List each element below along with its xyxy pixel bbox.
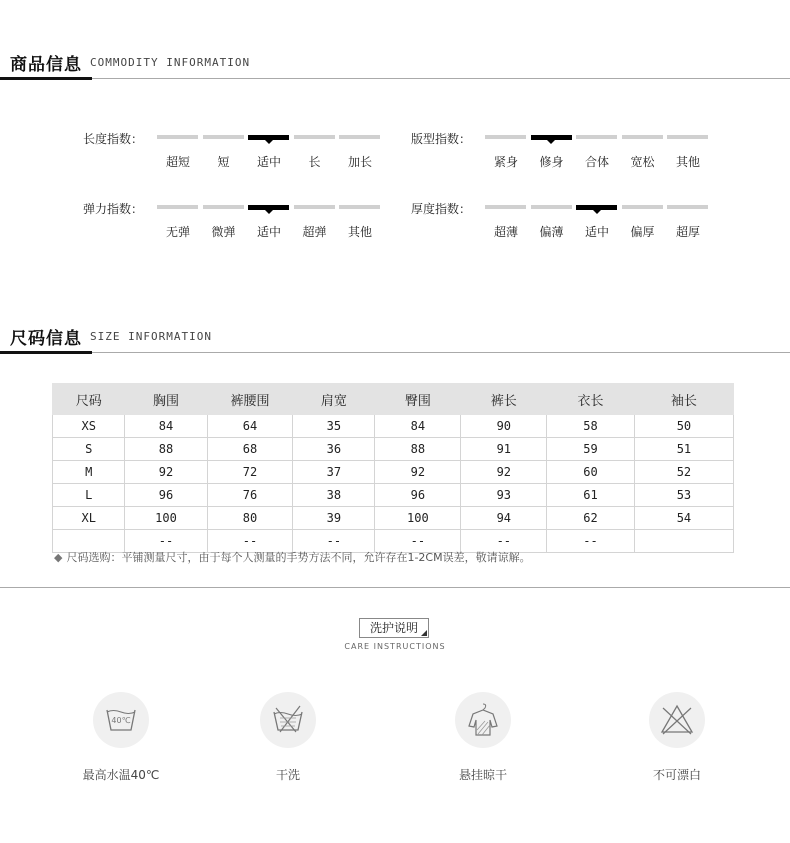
care-title-en: CARE INSTRUCTIONS bbox=[344, 642, 446, 651]
size-table bbox=[52, 383, 734, 553]
index-option: 紧身 bbox=[493, 155, 518, 169]
table-cell: XS bbox=[53, 415, 125, 438]
index-segment bbox=[485, 135, 526, 139]
index-segment bbox=[622, 205, 663, 209]
index-option: 修身 bbox=[539, 155, 564, 169]
table-cell: 36 bbox=[293, 438, 375, 461]
table-cell: 91 bbox=[461, 438, 547, 461]
size-table-header bbox=[53, 384, 734, 415]
index-option: 超弹 bbox=[302, 225, 327, 239]
table-cell: 92 bbox=[125, 461, 207, 484]
index-option: 短 bbox=[217, 155, 230, 169]
care-label: 悬挂晾干 bbox=[458, 768, 507, 782]
index-segment bbox=[294, 135, 335, 139]
table-row bbox=[53, 507, 734, 530]
index-option: 其他 bbox=[347, 225, 372, 239]
column-header: 裤长 bbox=[461, 384, 547, 415]
care-item-wash bbox=[61, 692, 181, 783]
table-cell: -- bbox=[125, 530, 207, 553]
index-segment bbox=[622, 135, 663, 139]
wash-40c-icon bbox=[93, 692, 149, 748]
table-cell: 90 bbox=[461, 415, 547, 438]
size-note-text: 尺码选购：平铺测量尺寸，由于每个人测量的手势方法不同，允许存在1-2CM误差，敬请谅解。 bbox=[66, 551, 531, 564]
column-header: 肩宽 bbox=[293, 384, 375, 415]
index-segment bbox=[157, 205, 198, 209]
column-header: 胸围 bbox=[125, 384, 207, 415]
table-cell: -- bbox=[461, 530, 547, 553]
care-item-bleach bbox=[617, 692, 737, 783]
table-cell: 35 bbox=[293, 415, 375, 438]
commodity-title: 商品信息 bbox=[10, 55, 82, 75]
index-segment-selected bbox=[531, 135, 572, 140]
index-option: 其他 bbox=[675, 155, 700, 169]
index-segment bbox=[667, 135, 708, 139]
column-header: 裤腰围 bbox=[207, 384, 293, 415]
table-row bbox=[53, 484, 734, 507]
index-label: 版型指数： bbox=[411, 132, 472, 146]
table-cell: 64 bbox=[207, 415, 293, 438]
table-cell: 54 bbox=[634, 507, 733, 530]
table-cell: -- bbox=[375, 530, 461, 553]
table-row bbox=[53, 438, 734, 461]
divider bbox=[0, 352, 790, 353]
size-title-en: SIZE INFORMATION bbox=[90, 330, 212, 343]
table-cell: 88 bbox=[375, 438, 461, 461]
table-cell: 76 bbox=[207, 484, 293, 507]
index-option: 适中 bbox=[256, 225, 281, 239]
table-cell: 59 bbox=[547, 438, 635, 461]
table-cell: 100 bbox=[125, 507, 207, 530]
index-option: 无弹 bbox=[165, 225, 190, 239]
index-option: 适中 bbox=[256, 155, 281, 169]
index-option: 超厚 bbox=[675, 225, 700, 239]
table-cell: L bbox=[53, 484, 125, 507]
care-item-hang bbox=[423, 692, 543, 783]
column-header: 尺码 bbox=[53, 384, 125, 415]
care-title bbox=[359, 618, 429, 638]
table-cell: 38 bbox=[293, 484, 375, 507]
table-cell: 100 bbox=[375, 507, 461, 530]
index-option: 偏厚 bbox=[630, 225, 655, 239]
title-underline bbox=[0, 77, 92, 80]
index-segment bbox=[203, 135, 244, 139]
table-cell: 53 bbox=[634, 484, 733, 507]
index-option: 宽松 bbox=[630, 155, 655, 169]
index-segment bbox=[576, 135, 617, 139]
table-cell: 61 bbox=[547, 484, 635, 507]
table-cell: 84 bbox=[375, 415, 461, 438]
index-segment-selected bbox=[248, 135, 289, 140]
table-cell: 60 bbox=[547, 461, 635, 484]
index-option: 偏薄 bbox=[539, 225, 564, 239]
table-cell: 72 bbox=[207, 461, 293, 484]
table-cell: 68 bbox=[207, 438, 293, 461]
index-option: 适中 bbox=[584, 225, 609, 239]
tumble-dry-icon bbox=[260, 692, 316, 748]
index-label: 长度指数： bbox=[83, 132, 144, 146]
size-title: 尺码信息 bbox=[10, 329, 82, 349]
table-cell: -- bbox=[207, 530, 293, 553]
table-cell: 52 bbox=[634, 461, 733, 484]
index-option: 超短 bbox=[165, 155, 190, 169]
size-note bbox=[54, 549, 531, 565]
table-cell: S bbox=[53, 438, 125, 461]
table-cell: 37 bbox=[293, 461, 375, 484]
index-segment bbox=[339, 135, 380, 139]
care-label: 干洗 bbox=[275, 768, 300, 782]
table-cell: 62 bbox=[547, 507, 635, 530]
table-cell: 51 bbox=[634, 438, 733, 461]
index-segment-selected bbox=[576, 205, 617, 210]
table-cell: 92 bbox=[375, 461, 461, 484]
index-option: 长 bbox=[308, 155, 321, 169]
index-segment bbox=[339, 205, 380, 209]
title-underline bbox=[0, 351, 92, 354]
column-header: 臀围 bbox=[375, 384, 461, 415]
table-cell: 84 bbox=[125, 415, 207, 438]
index-option: 加长 bbox=[347, 155, 372, 169]
index-label: 弹力指数： bbox=[83, 202, 144, 216]
table-cell: 93 bbox=[461, 484, 547, 507]
index-segment bbox=[485, 205, 526, 209]
index-option: 合体 bbox=[584, 155, 609, 169]
care-title-text: 洗护说明 bbox=[369, 621, 418, 635]
care-item-dry bbox=[228, 692, 348, 783]
table-cell: 58 bbox=[547, 415, 635, 438]
index-segment bbox=[667, 205, 708, 209]
index-option: 超薄 bbox=[493, 225, 518, 239]
column-header: 袖长 bbox=[634, 384, 733, 415]
table-cell: XL bbox=[53, 507, 125, 530]
index-label: 厚度指数： bbox=[411, 202, 472, 216]
table-cell: 39 bbox=[293, 507, 375, 530]
no-bleach-icon bbox=[649, 692, 705, 748]
section-divider bbox=[0, 587, 790, 588]
table-cell: 94 bbox=[461, 507, 547, 530]
index-segment bbox=[203, 205, 244, 209]
table-cell: 80 bbox=[207, 507, 293, 530]
table-cell: -- bbox=[293, 530, 375, 553]
table-cell: 96 bbox=[375, 484, 461, 507]
care-label: 最高水温40℃ bbox=[82, 768, 160, 782]
table-row bbox=[53, 415, 734, 438]
commodity-title-en: COMMODITY INFORMATION bbox=[90, 56, 251, 69]
table-cell: M bbox=[53, 461, 125, 484]
table-cell: 88 bbox=[125, 438, 207, 461]
index-segment-selected bbox=[248, 205, 289, 210]
index-segment bbox=[294, 205, 335, 209]
table-cell: 96 bbox=[125, 484, 207, 507]
table-row bbox=[53, 461, 734, 484]
divider bbox=[0, 78, 790, 79]
care-label: 不可漂白 bbox=[652, 768, 701, 782]
table-cell bbox=[634, 530, 733, 553]
table-cell: 50 bbox=[634, 415, 733, 438]
index-option: 微弹 bbox=[211, 225, 236, 239]
diamond-icon: ◆ bbox=[54, 551, 63, 564]
column-header: 衣长 bbox=[547, 384, 635, 415]
index-segment bbox=[531, 205, 572, 209]
table-cell: 92 bbox=[461, 461, 547, 484]
table-cell: -- bbox=[547, 530, 635, 553]
corner-triangle-icon bbox=[421, 630, 427, 636]
hang-dry-icon bbox=[455, 692, 511, 748]
index-segment bbox=[157, 135, 198, 139]
wash-temp-label: 40℃ bbox=[111, 716, 131, 725]
